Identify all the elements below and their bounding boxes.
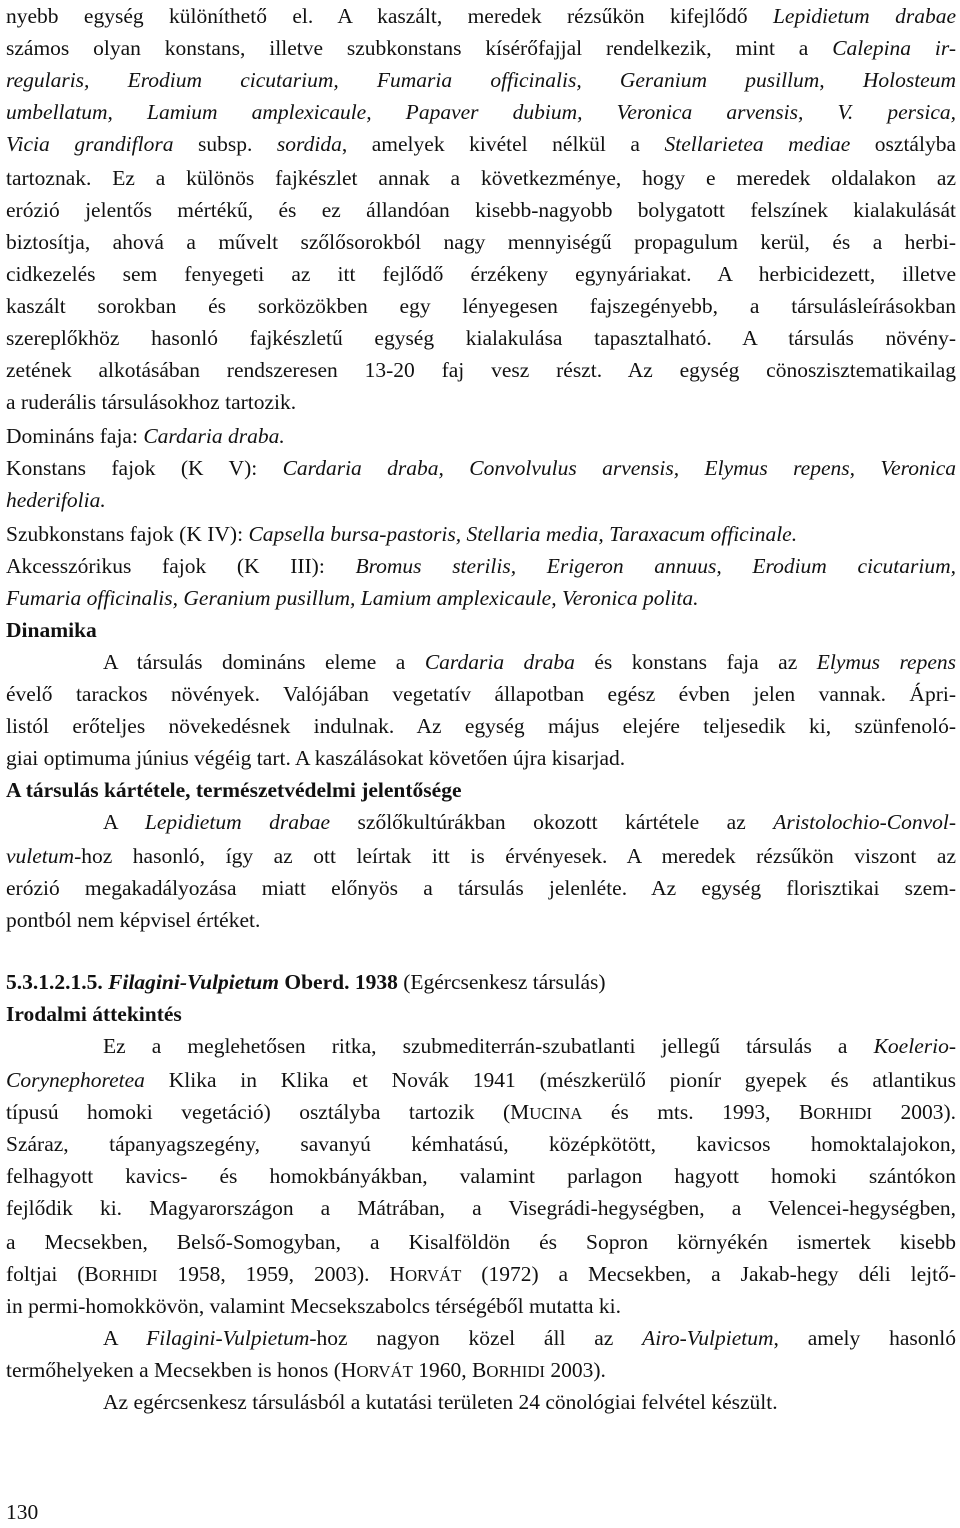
text-run: Fumaria officinalis, Geranium pusillum, Lamium amplexicaule, Veronica polita.: [6, 586, 699, 610]
text-run: Filagini-Vulpietum: [108, 970, 279, 994]
text-line: [6, 194, 956, 226]
text-run: listól erőteljes növekedésnek indulnak. Az egység május elejére teljesedik ki, szünfenoló-: [6, 714, 956, 738]
text-run: , amely hasonló: [773, 1326, 956, 1350]
text-run: számos olyan konstans, illetve szubkonstans kísérőfajjal rendelkezik, mint a: [6, 36, 833, 60]
text-line: [6, 1064, 956, 1096]
text-run: -hoz hasonló, így az ott leírtak itt is érvényesek. A meredek rézsűkön viszont az: [74, 844, 956, 868]
section-heading: [6, 998, 956, 1030]
text-run: Aristolochio-Convol-: [773, 810, 956, 834]
text-line: [6, 742, 956, 774]
text-line: [6, 32, 956, 64]
text-line: [6, 386, 956, 418]
text-run: Domináns faja:: [6, 424, 144, 448]
text-run: Lepidietum drabae: [144, 810, 331, 834]
subsection-title: [6, 966, 956, 998]
text-run: nyebb egység különíthető el. A kaszált, meredek rézsűkön kifejlődő: [6, 4, 773, 28]
text-run: (Egércsenkesz társulás): [397, 970, 606, 994]
text-run: 5.3.1.2.1.5.: [6, 970, 109, 994]
text-run: évelő tarackos növények. Valójában vegetatív állapotban egész évben jelen vannak. Ápri-: [6, 682, 956, 706]
text-run: erózió megakadályozása miatt előnyös a társulás jelenléte. Az egység florisztikai szem-: [6, 876, 956, 900]
text-run: Klika in Klika et Novák 1941 (mészkerülő pionír gyepek és atlantikus: [144, 1068, 956, 1092]
text-run: 1958, 1959, 2003). H: [157, 1262, 405, 1286]
text-line: [6, 64, 956, 96]
text-line: [6, 1386, 956, 1418]
text-run: és konstans faja az: [574, 650, 817, 674]
text-line: [6, 226, 956, 258]
text-run: Cardaria draba, Convolvulus arvensis, Elymus repens, Veronica: [282, 456, 956, 480]
text-line: [6, 1192, 956, 1224]
text-run: , amelyek kivétel nélkül a: [341, 132, 665, 156]
text-run: Elymus repens: [816, 650, 956, 674]
text-line: [6, 806, 956, 838]
text-run: ORVÁT: [404, 1266, 462, 1285]
text-run: hederifolia.: [6, 488, 106, 512]
text-run: Szubkonstans fajok (K IV):: [6, 522, 249, 546]
text-line: [6, 1290, 956, 1322]
text-line: [6, 1160, 956, 1192]
text-line: [6, 710, 956, 742]
text-line: [6, 452, 956, 484]
text-run: Capsella bursa-pastoris, Stellaria media, Taraxacum officinale.: [248, 522, 798, 546]
text-run: ORVÁT: [356, 1362, 413, 1381]
text-line: [6, 258, 956, 290]
text-line: [6, 354, 956, 386]
text-run: giai optimuma június végéig tart. A kaszálásokat követően újra kisarjad.: [6, 746, 626, 770]
text-line: [6, 646, 956, 678]
text-run: vuletum: [6, 844, 75, 868]
text-run: típusú homoki vegetáció) osztályba tartozik (M: [6, 1100, 530, 1124]
text-run: A társulás domináns eleme a: [103, 650, 425, 674]
text-run: sordida: [276, 132, 342, 156]
text-line: [6, 1354, 956, 1386]
text-run: ORHIDI: [813, 1104, 872, 1123]
text-line: [6, 420, 956, 452]
text-run: regularis, Erodium cicutarium, Fumaria officinalis, Geranium pusillum, Holosteum: [6, 68, 956, 92]
text-line: [6, 678, 956, 710]
text-run: Konstans fajok (K V):: [6, 456, 283, 480]
text-line: [6, 1258, 956, 1290]
text-run: a ruderális társulásokhoz tartozik.: [6, 390, 297, 414]
text-line: [6, 550, 956, 582]
text-run: umbellatum, Lamium amplexicaule, Papaver dubium, Veronica arvensis, V. persica,: [6, 100, 956, 124]
text-run: pontból nem képvisel értéket.: [6, 908, 261, 932]
text-run: termőhelyeken a Mecsekben is honos (H: [6, 1358, 357, 1382]
text-run: Stellarietea mediae: [664, 132, 851, 156]
text-run: Corynephoretea: [6, 1068, 145, 1092]
text-line: [6, 1226, 956, 1258]
text-run: in permi-homokkövön, valamint Mecsekszabolcs térségéből mutatta ki.: [6, 1294, 621, 1318]
text-line: [6, 484, 956, 516]
text-run: Akcesszórikus fajok (K III):: [6, 554, 356, 578]
text-run: Száraz, tápanyagszegény, savanyú kémhatású, középkötött, kavicsos homoktalajokon,: [6, 1132, 956, 1156]
text-run: -hoz nagyon közel áll az: [309, 1326, 643, 1350]
text-run: Filagini-Vulpietum: [146, 1326, 310, 1350]
text-run: zetének alkotásában rendszeresen 13-20 faj vesz részt. Az egység cönoszisztematikailag: [6, 358, 956, 382]
text-run: Ez a meglehetősen ritka, szubmediterrán-szubatlanti jellegű társulás a: [103, 1034, 874, 1058]
text-run: ORHIDI: [486, 1362, 546, 1381]
text-run: A társulás kártétele, természetvédelmi jelentősége: [6, 778, 462, 802]
text-run: A: [103, 810, 145, 834]
text-run: Az egércsenkesz társulásból a kutatási területen 24 cönológiai felvétel készült.: [103, 1390, 778, 1414]
text-line: [6, 1096, 956, 1128]
text-run: subsp.: [173, 132, 277, 156]
text-line: [6, 1030, 956, 1062]
text-run: a Mecsekben, Belső-Somogyban, a Kisalföldön és Sopron környékén ismertek kisebb: [6, 1230, 956, 1254]
text-line: [6, 872, 956, 904]
text-run: erózió jelentős mértékű, és ez állandóan kisebb-nagyobb bolygatott felszínek kialakulását: [6, 198, 956, 222]
text-run: és mts. 1993, B: [582, 1100, 814, 1124]
text-line: [6, 904, 956, 936]
text-run: szőlőkultúrákban okozott kártétele az: [330, 810, 774, 834]
text-run: Irodalmi áttekintés: [6, 1002, 182, 1026]
text-run: A: [103, 1326, 147, 1350]
text-run: felhagyott kavics- és homokbányákban, valamint parlagon hagyott homoki szántókon: [6, 1164, 956, 1188]
text-run: Calepina ir-: [832, 36, 956, 60]
text-line: [6, 290, 956, 322]
text-line: [6, 1322, 956, 1354]
text-run: 2003).: [871, 1100, 956, 1124]
section-heading: [6, 774, 956, 806]
text-run: fejlődik ki. Magyarországon a Mátrában, a Visegrádi-hegységben, a Velencei-hegységben,: [6, 1196, 956, 1220]
text-run: Cardaria draba.: [143, 424, 285, 448]
text-run: foltjai (B: [6, 1262, 99, 1286]
text-run: Dinamika: [6, 618, 97, 642]
text-line: [6, 1128, 956, 1160]
text-run: osztályba: [850, 132, 956, 156]
text-line: [6, 162, 956, 194]
text-line: [6, 322, 956, 354]
text-run: Oberd. 1938: [278, 970, 398, 994]
text-run: Lepidietum drabae: [772, 4, 956, 28]
text-run: 2003).: [545, 1358, 606, 1382]
text-line: [6, 582, 956, 614]
text-run: tartoznak. Ez a különös fajkészlet annak a következménye, hogy e meredek oldalakon az: [6, 166, 956, 190]
text-line: [6, 96, 956, 128]
text-run: biztosítja, ahová a művelt szőlősorokból nagy mennyiségű propagulum kerül, és a herbi-: [6, 230, 956, 254]
text-line: [6, 0, 956, 32]
text-run: Airo-Vulpietum: [642, 1326, 774, 1350]
text-run: (1972) a Mecsekben, a Jakab-hegy déli lejtő-: [461, 1262, 957, 1286]
section-heading: [6, 614, 956, 646]
text-run: cidkezelés sem fenyegeti az itt fejlődő érzékeny egynyáriakat. A herbicidezett, illetve: [6, 262, 956, 286]
text-run: Cardaria draba: [424, 650, 575, 674]
page-number: 130: [6, 1500, 39, 1524]
text-run: ORHIDI: [98, 1266, 158, 1285]
text-line: [6, 518, 956, 550]
text-run: Koelerio-: [873, 1034, 956, 1058]
text-run: Bromus sterilis, Erigeron annuus, Erodium cicutarium,: [355, 554, 956, 578]
text-run: szereplőkhöz hasonló fajkészletű egység kialakulása tapasztalható. A társulás növény-: [6, 326, 956, 350]
text-run: kaszált sorokban és sorközökben egy lényegesen fajszegényebb, a társulásleírásokban: [6, 294, 956, 318]
text-run: 1960, B: [412, 1358, 487, 1382]
text-line: [6, 128, 956, 160]
text-line: [6, 840, 956, 872]
text-run: Vicia grandiflora: [6, 132, 174, 156]
text-run: UCINA: [529, 1104, 583, 1123]
